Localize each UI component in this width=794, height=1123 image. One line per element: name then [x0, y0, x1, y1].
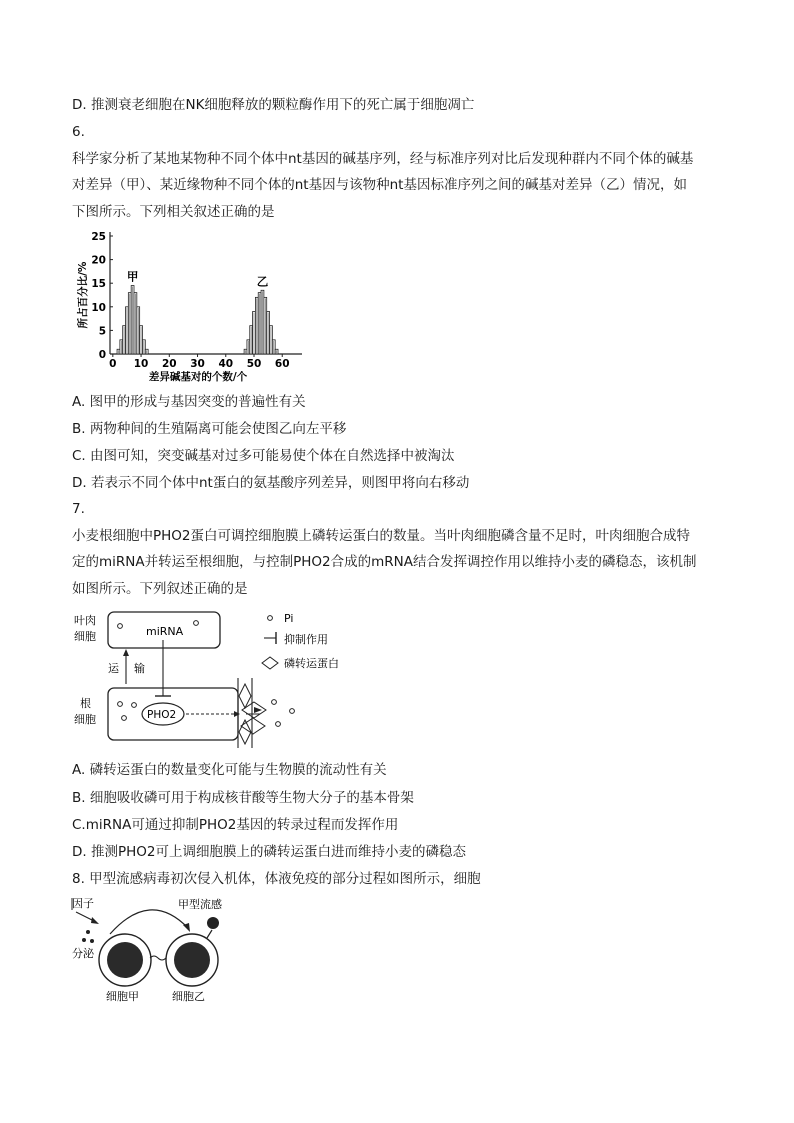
q5-option-d: D. 推测衰老细胞在NK细胞释放的颗粒酶作用下的死亡属于细胞凋亡 — [72, 97, 475, 113]
y-tick-label: 5 — [98, 325, 106, 338]
q7-option-d: D. 推测PHO2可上调细胞膜上的磷转运蛋白进而维持小麦的磷稳态 — [72, 844, 466, 860]
q6-stem-line-2: 对差异（甲）、某近缘物种不同个体的nt基因与该物种nt基因标准序列之间的碱基对差异（乙）情况，如 — [72, 177, 687, 193]
transporter-proteins — [238, 678, 266, 748]
q7-option-a: A. 磷转运蛋白的数量变化可能与生物膜的流动性有关 — [72, 762, 387, 778]
q8-diagram — [70, 894, 250, 1006]
pi-dot — [118, 702, 123, 707]
cell-b-nucleus — [174, 942, 210, 978]
x-tick-label: 50 — [246, 358, 262, 370]
pi-dot — [118, 624, 123, 629]
y-tick-label: 10 — [91, 301, 106, 314]
q7-option-c: C.miRNA可通过抑制PHO2基因的转录过程而发挥作用 — [72, 817, 399, 833]
pi-dot — [276, 722, 281, 727]
x-tick-label: 60 — [274, 358, 290, 370]
mirna-label: miRNA — [146, 625, 184, 638]
q7-stem-line-2: 定的miRNA并转运至根细胞，与控制PHO2合成的mRNA结合发挥调控作用以维持小麦的磷稳态，该机制 — [72, 554, 697, 570]
q6-histogram — [70, 226, 310, 386]
pi-dot — [194, 621, 199, 626]
legend-inhibit-label: 抑制作用 — [284, 633, 328, 646]
transport-label-1: 运 — [108, 662, 119, 675]
x-tick-label: 20 — [161, 358, 177, 370]
legend-transporter-label: 磷转运蛋白 — [284, 657, 339, 670]
leaf-cell-label-2: 细胞 — [74, 630, 96, 643]
x-tick-label: 40 — [218, 358, 234, 370]
q6-number: 6. — [72, 124, 85, 140]
factor-label: 因子 — [72, 897, 94, 910]
pi-dot — [272, 700, 277, 705]
leaf-cell-label-1: 叶肉 — [74, 614, 96, 627]
cell-a-label: 细胞甲 — [106, 990, 139, 1003]
y-axis-label: 所占百分比/% — [77, 261, 89, 329]
q6-option-b: B. 两物种间的生殖隔离可能会使图乙向左平移 — [72, 421, 347, 437]
q7-number: 7. — [72, 501, 85, 517]
q6-stem-line-3: 下图所示。下列相关叙述正确的是 — [72, 204, 275, 220]
q7-stem-line-3: 如图所示。下列叙述正确的是 — [72, 581, 248, 597]
pi-dot — [290, 709, 295, 714]
flu-virus-icon — [207, 917, 219, 929]
pho2-label: PHO2 — [147, 709, 177, 721]
q6-option-d: D. 若表示不同个体中nt蛋白的氨基酸序列差异，则图甲将向右移动 — [72, 475, 470, 491]
q8-stem: 8. 甲型流感病毒初次侵入机体，体液免疫的部分过程如图所示，细胞 — [72, 871, 481, 887]
x-tick-label: 30 — [190, 358, 205, 370]
q7-stem-line-1: 小麦根细胞中PHO2蛋白可调控细胞膜上磷转运蛋白的数量。当叶肉细胞磷含量不足时，叶肉细胞合成特 — [72, 528, 691, 544]
legend-pi-icon — [268, 616, 273, 621]
secrete-label: 分泌 — [72, 947, 94, 960]
root-cell-label-2: 细胞 — [74, 713, 96, 726]
pi-dot — [132, 703, 137, 708]
q6-stem-line-1: 科学家分析了某地某物种不同个体中nt基因的碱基序列，经与标准序列对比后发现种群内不同个体的碱基 — [72, 151, 694, 167]
series-label: 乙 — [256, 274, 269, 289]
y-tick-label: 25 — [91, 231, 106, 243]
y-tick-label: 0 — [98, 349, 106, 361]
q7-diagram — [70, 606, 370, 756]
q7-option-b: B. 细胞吸收磷可用于构成核苷酸等生物大分子的基本骨架 — [72, 790, 414, 806]
flu-label: 甲型流感 — [178, 898, 222, 911]
q6-option-a: A. 图甲的形成与基因突变的普遍性有关 — [72, 394, 306, 410]
y-tick-label: 15 — [91, 278, 106, 291]
pi-dot — [122, 716, 127, 721]
x-axis-label: 差异碱基对的个数/个 — [148, 371, 248, 383]
y-tick-label: 20 — [91, 254, 106, 267]
legend-transporter-icon — [262, 657, 278, 669]
legend-pi-label: Pi — [284, 612, 294, 625]
root-cell-label-1: 根 — [80, 697, 91, 710]
cell-a-nucleus — [107, 942, 143, 978]
transport-label-2: 输 — [134, 662, 145, 675]
x-tick-label: 10 — [133, 358, 149, 370]
q6-option-c: C. 由图可知，突变碱基对过多可能易使个体在自然选择中被淘汰 — [72, 448, 455, 464]
cell-b-label: 细胞乙 — [172, 990, 205, 1003]
x-tick-label: 0 — [109, 358, 117, 370]
series-label: 甲 — [126, 269, 139, 284]
